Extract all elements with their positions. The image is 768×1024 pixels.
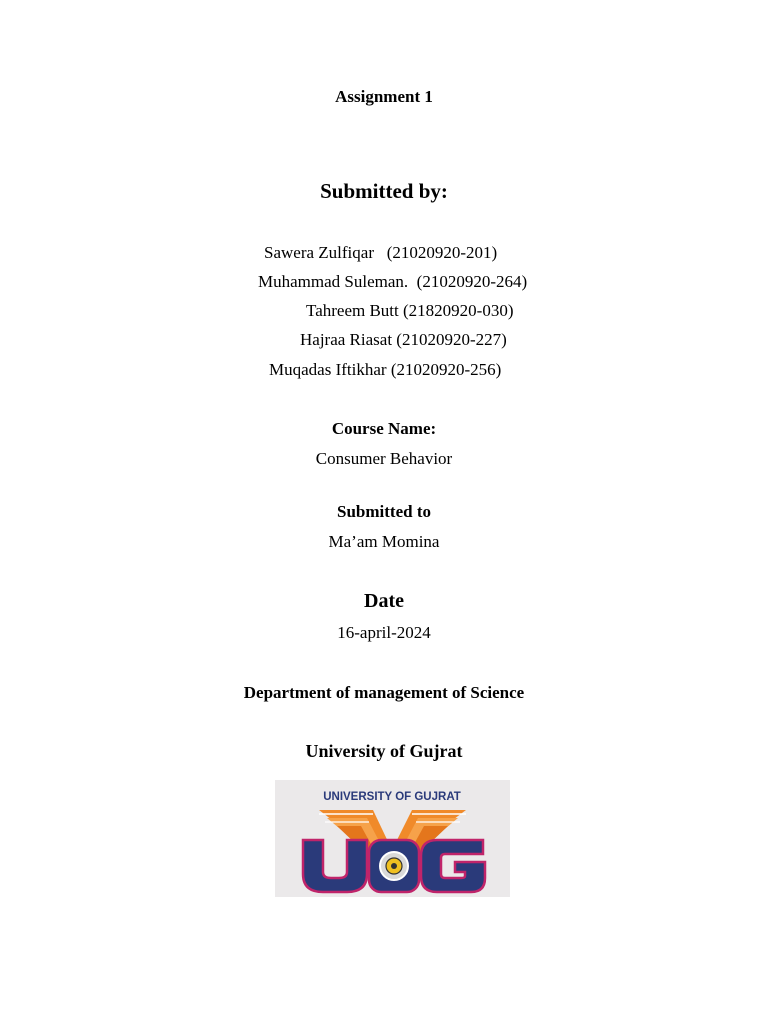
member-name: Sawera Zulfiqar bbox=[264, 243, 374, 262]
member-name: Tahreem Butt bbox=[306, 301, 399, 320]
logo-letter-o bbox=[369, 840, 419, 892]
university-logo bbox=[275, 780, 510, 897]
department-name: Department of management of Science bbox=[243, 683, 525, 702]
member-entry bbox=[306, 301, 514, 321]
member-id: (21020920-264) bbox=[416, 272, 528, 291]
member-id: (21020920-256) bbox=[390, 360, 502, 379]
member-entry bbox=[269, 360, 501, 380]
member-name: Hajraa Riasat bbox=[300, 330, 393, 349]
course-label: Course Name: bbox=[331, 419, 437, 438]
logo-top-text: UNIVERSITY OF GUJRAT bbox=[323, 791, 461, 803]
member-name: Muhammad Suleman. bbox=[258, 272, 409, 291]
university-name: University of Gujrat bbox=[305, 741, 463, 761]
logo-letter-g bbox=[421, 840, 485, 892]
member-entry bbox=[300, 330, 507, 350]
member-id: (21020920-227) bbox=[396, 330, 507, 349]
course-name: Consumer Behavior bbox=[315, 449, 453, 468]
member-name: Muqadas Iftikhar bbox=[269, 360, 387, 379]
submitted-to-name: Ma’am Momina bbox=[328, 532, 440, 551]
member-entry bbox=[264, 243, 497, 263]
member-entry bbox=[258, 272, 527, 292]
logo-letter-u bbox=[303, 840, 367, 892]
submitted-by-heading: Submitted by: bbox=[320, 179, 448, 203]
date-label: Date bbox=[364, 590, 404, 612]
assignment-title: Assignment 1 bbox=[335, 87, 433, 106]
uog-logo-graphic bbox=[275, 780, 510, 897]
member-id: (21820920-030) bbox=[403, 301, 514, 320]
member-id: (21020920-201) bbox=[386, 243, 498, 262]
submitted-to-label: Submitted to bbox=[337, 502, 431, 521]
date-value: 16-april-2024 bbox=[337, 623, 431, 642]
